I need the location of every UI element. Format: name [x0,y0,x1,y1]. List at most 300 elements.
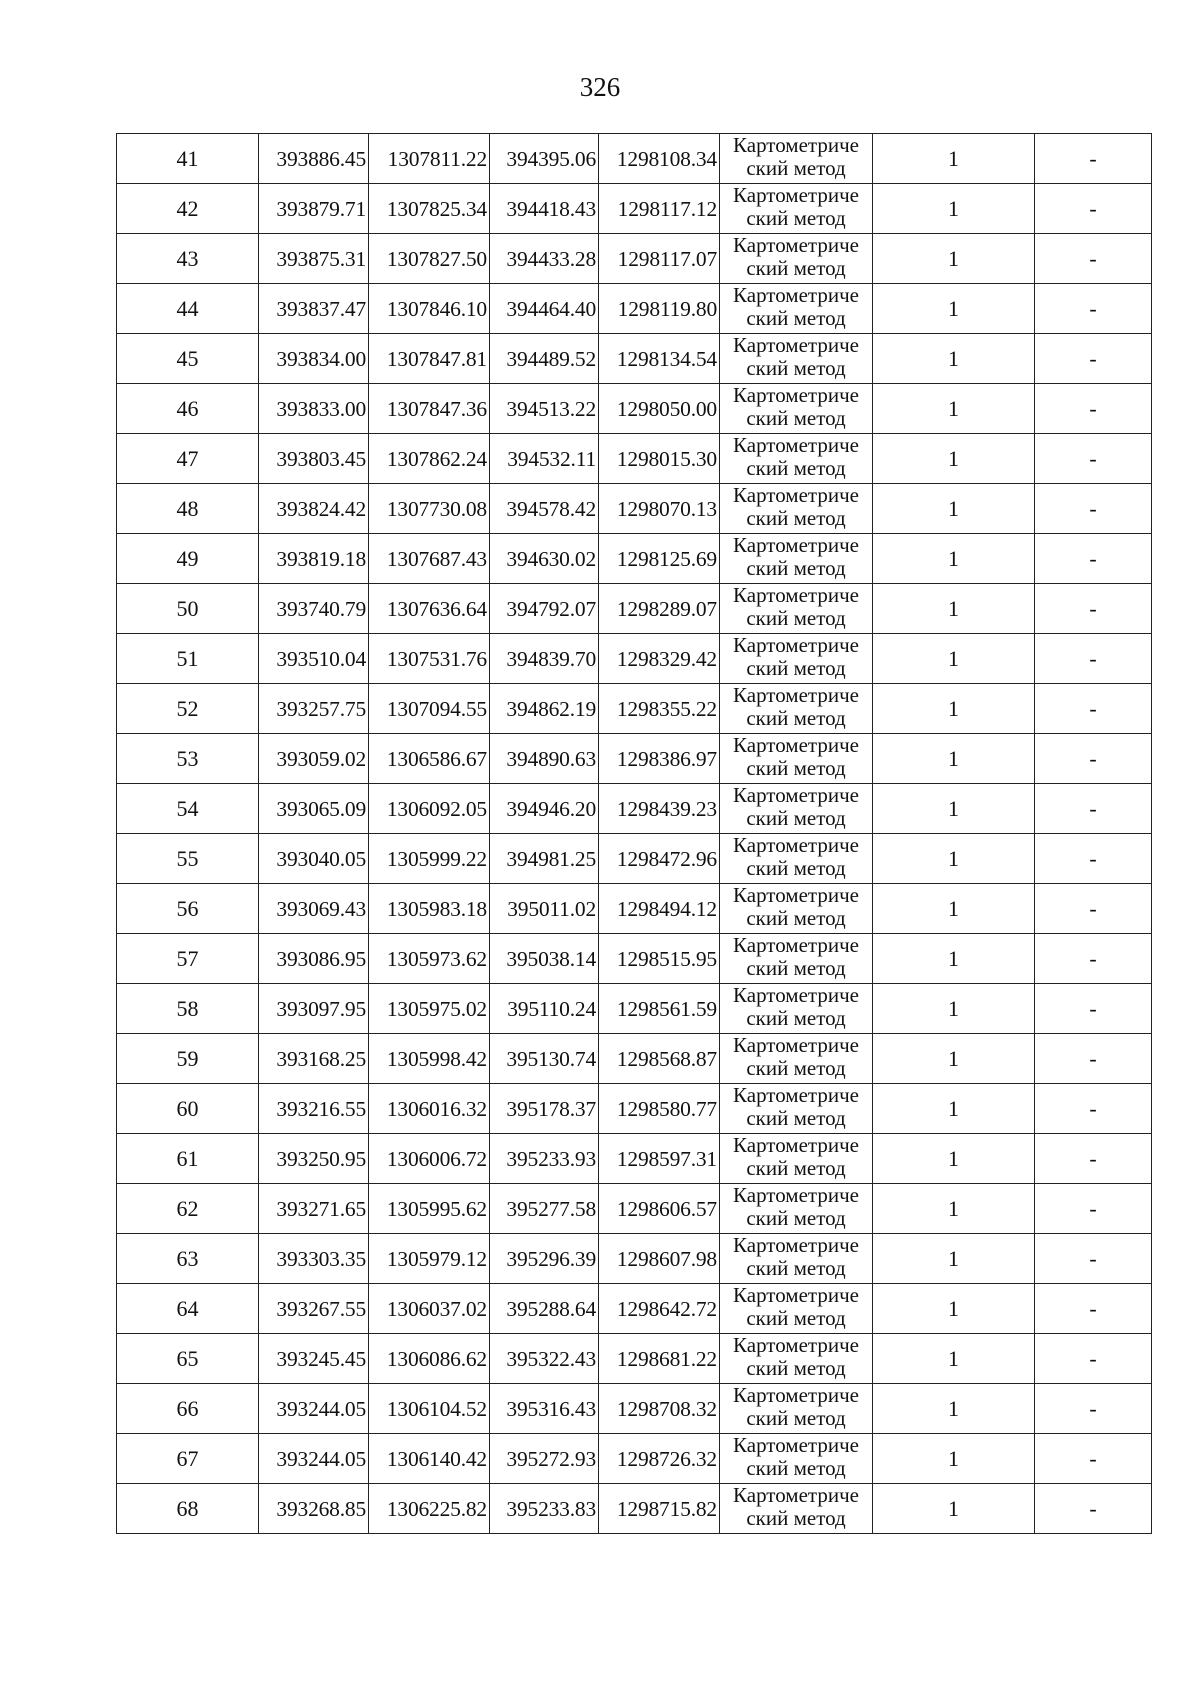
method-line-1: Картометриче [733,1433,859,1457]
y1-coordinate-cell: 1306086.62 [369,1334,490,1384]
table-row [117,634,1152,684]
table-row [117,334,1152,384]
accuracy-cell: 1 [873,334,1035,384]
x2-coordinate-cell: 395110.24 [490,984,599,1034]
y2-coordinate-cell: 1298117.07 [599,234,720,284]
accuracy-cell: 1 [873,1284,1035,1334]
method-cell [720,1084,873,1134]
x1-coordinate-cell: 393267.55 [259,1284,369,1334]
method-line-1: Картометриче [733,933,859,957]
method-cell [720,384,873,434]
point-number-cell: 61 [117,1134,259,1184]
x2-coordinate-cell: 394792.07 [490,584,599,634]
table-row [117,884,1152,934]
x1-coordinate-cell: 393837.47 [259,284,369,334]
x1-coordinate-cell: 393257.75 [259,684,369,734]
point-number-cell: 67 [117,1434,259,1484]
point-number-cell: 51 [117,634,259,684]
point-number-cell: 44 [117,284,259,334]
table-row [117,1084,1152,1134]
method-line-2: ский метод [746,1206,846,1230]
method-line-2: ский метод [746,1256,846,1280]
method-line-1: Картометриче [733,1233,859,1257]
accuracy-cell: 1 [873,634,1035,684]
table-row [117,1284,1152,1334]
y2-coordinate-cell: 1298580.77 [599,1084,720,1134]
note-cell: - [1035,734,1152,784]
x2-coordinate-cell: 395296.39 [490,1234,599,1284]
method-line-2: ский метод [746,606,846,630]
y2-coordinate-cell: 1298607.98 [599,1234,720,1284]
y1-coordinate-cell: 1307811.22 [369,134,490,184]
x2-coordinate-cell: 394433.28 [490,234,599,284]
point-number-cell: 68 [117,1484,259,1534]
x2-coordinate-cell: 394630.02 [490,534,599,584]
note-cell: - [1035,234,1152,284]
method-line-1: Картометриче [733,133,859,157]
method-cell [720,984,873,1034]
y2-coordinate-cell: 1298134.54 [599,334,720,384]
table-row [117,234,1152,284]
method-line-2: ский метод [746,1406,846,1430]
point-number-cell: 41 [117,134,259,184]
note-cell: - [1035,284,1152,334]
note-cell: - [1035,384,1152,434]
y1-coordinate-cell: 1307687.43 [369,534,490,584]
x2-coordinate-cell: 394578.42 [490,484,599,534]
method-line-2: ский метод [746,406,846,430]
note-cell: - [1035,534,1152,584]
note-cell: - [1035,634,1152,684]
method-line-1: Картометриче [733,283,859,307]
point-number-cell: 62 [117,1184,259,1234]
accuracy-cell: 1 [873,534,1035,584]
y1-coordinate-cell: 1305995.62 [369,1184,490,1234]
method-cell [720,1434,873,1484]
y2-coordinate-cell: 1298726.32 [599,1434,720,1484]
y1-coordinate-cell: 1305973.62 [369,934,490,984]
y2-coordinate-cell: 1298708.32 [599,1384,720,1434]
method-cell [720,234,873,284]
point-number-cell: 57 [117,934,259,984]
point-number-cell: 50 [117,584,259,634]
x2-coordinate-cell: 394395.06 [490,134,599,184]
method-cell [720,584,873,634]
y2-coordinate-cell: 1298050.00 [599,384,720,434]
note-cell: - [1035,1084,1152,1134]
x2-coordinate-cell: 395316.43 [490,1384,599,1434]
method-line-2: ский метод [746,1506,846,1530]
point-number-cell: 49 [117,534,259,584]
method-cell [720,134,873,184]
method-line-2: ский метод [746,906,846,930]
method-line-2: ский метод [746,206,846,230]
x2-coordinate-cell: 395011.02 [490,884,599,934]
method-line-2: ский метод [746,1106,846,1130]
point-number-cell: 46 [117,384,259,434]
method-line-1: Картометриче [733,483,859,507]
note-cell: - [1035,584,1152,634]
table-body [117,134,1152,1534]
y1-coordinate-cell: 1305999.22 [369,834,490,884]
table-row [117,534,1152,584]
accuracy-cell: 1 [873,1084,1035,1134]
table-row [117,1234,1152,1284]
method-line-1: Картометриче [733,383,859,407]
x2-coordinate-cell: 395233.93 [490,1134,599,1184]
accuracy-cell: 1 [873,134,1035,184]
method-line-2: ский метод [746,356,846,380]
method-cell [720,634,873,684]
accuracy-cell: 1 [873,984,1035,1034]
x1-coordinate-cell: 393886.45 [259,134,369,184]
method-cell [720,1484,873,1534]
table-row [117,184,1152,234]
x2-coordinate-cell: 394532.11 [490,434,599,484]
method-cell [720,284,873,334]
y1-coordinate-cell: 1306006.72 [369,1134,490,1184]
y2-coordinate-cell: 1298715.82 [599,1484,720,1534]
table-row [117,434,1152,484]
accuracy-cell: 1 [873,734,1035,784]
x2-coordinate-cell: 395288.64 [490,1284,599,1334]
x1-coordinate-cell: 393303.35 [259,1234,369,1284]
accuracy-cell: 1 [873,384,1035,434]
point-number-cell: 43 [117,234,259,284]
accuracy-cell: 1 [873,1334,1035,1384]
x2-coordinate-cell: 394489.52 [490,334,599,384]
y2-coordinate-cell: 1298386.97 [599,734,720,784]
x2-coordinate-cell: 394464.40 [490,284,599,334]
x1-coordinate-cell: 393819.18 [259,534,369,584]
method-line-1: Картометриче [733,833,859,857]
method-cell [720,934,873,984]
accuracy-cell: 1 [873,434,1035,484]
y1-coordinate-cell: 1307847.81 [369,334,490,384]
y1-coordinate-cell: 1306092.05 [369,784,490,834]
y2-coordinate-cell: 1298515.95 [599,934,720,984]
point-number-cell: 64 [117,1284,259,1334]
x2-coordinate-cell: 395178.37 [490,1084,599,1134]
y1-coordinate-cell: 1307730.08 [369,484,490,534]
x1-coordinate-cell: 393824.42 [259,484,369,534]
x2-coordinate-cell: 394862.19 [490,684,599,734]
x2-coordinate-cell: 395277.58 [490,1184,599,1234]
x1-coordinate-cell: 393069.43 [259,884,369,934]
method-line-2: ский метод [746,506,846,530]
table-row [117,384,1152,434]
accuracy-cell: 1 [873,684,1035,734]
method-line-2: ский метод [746,1056,846,1080]
method-cell [720,784,873,834]
note-cell: - [1035,1234,1152,1284]
method-line-2: ский метод [746,1156,846,1180]
method-line-2: ский метод [746,1306,846,1330]
accuracy-cell: 1 [873,284,1035,334]
accuracy-cell: 1 [873,234,1035,284]
accuracy-cell: 1 [873,484,1035,534]
accuracy-cell: 1 [873,584,1035,634]
table-row [117,1034,1152,1084]
x2-coordinate-cell: 394839.70 [490,634,599,684]
table-row [117,1484,1152,1534]
x1-coordinate-cell: 393879.71 [259,184,369,234]
table-row [117,934,1152,984]
note-cell: - [1035,834,1152,884]
x1-coordinate-cell: 393244.05 [259,1434,369,1484]
x2-coordinate-cell: 395233.83 [490,1484,599,1534]
y1-coordinate-cell: 1306586.67 [369,734,490,784]
point-number-cell: 53 [117,734,259,784]
note-cell: - [1035,1134,1152,1184]
table-row [117,1334,1152,1384]
method-line-1: Картометриче [733,533,859,557]
x2-coordinate-cell: 394513.22 [490,384,599,434]
point-number-cell: 65 [117,1334,259,1384]
table-row [117,134,1152,184]
y2-coordinate-cell: 1298015.30 [599,434,720,484]
table-row [117,1384,1152,1434]
method-line-1: Картометриче [733,1283,859,1307]
x1-coordinate-cell: 393740.79 [259,584,369,634]
method-line-2: ский метод [746,856,846,880]
y2-coordinate-cell: 1298070.13 [599,484,720,534]
point-number-cell: 60 [117,1084,259,1134]
y1-coordinate-cell: 1307636.64 [369,584,490,634]
page-number: 326 [579,72,621,102]
y2-coordinate-cell: 1298561.59 [599,984,720,1034]
accuracy-cell: 1 [873,184,1035,234]
y2-coordinate-cell: 1298494.12 [599,884,720,934]
method-cell [720,684,873,734]
y2-coordinate-cell: 1298125.69 [599,534,720,584]
note-cell: - [1035,134,1152,184]
accuracy-cell: 1 [873,1184,1035,1234]
table-row [117,734,1152,784]
x2-coordinate-cell: 394890.63 [490,734,599,784]
point-number-cell: 45 [117,334,259,384]
method-cell [720,1334,873,1384]
method-cell [720,184,873,234]
x1-coordinate-cell: 393086.95 [259,934,369,984]
y1-coordinate-cell: 1306225.82 [369,1484,490,1534]
x1-coordinate-cell: 393250.95 [259,1134,369,1184]
y2-coordinate-cell: 1298117.12 [599,184,720,234]
note-cell: - [1035,434,1152,484]
note-cell: - [1035,884,1152,934]
y1-coordinate-cell: 1307825.34 [369,184,490,234]
x1-coordinate-cell: 393875.31 [259,234,369,284]
method-line-2: ский метод [746,1456,846,1480]
method-cell [720,334,873,384]
method-line-2: ский метод [746,256,846,280]
method-cell [720,484,873,534]
note-cell: - [1035,334,1152,384]
x2-coordinate-cell: 395272.93 [490,1434,599,1484]
accuracy-cell: 1 [873,1484,1035,1534]
method-cell [720,1284,873,1334]
method-line-2: ский метод [746,556,846,580]
method-line-2: ский метод [746,706,846,730]
point-number-cell: 63 [117,1234,259,1284]
method-line-1: Картометриче [733,183,859,207]
point-number-cell: 52 [117,684,259,734]
method-cell [720,734,873,784]
method-cell [720,1384,873,1434]
x1-coordinate-cell: 393803.45 [259,434,369,484]
accuracy-cell: 1 [873,884,1035,934]
y1-coordinate-cell: 1307862.24 [369,434,490,484]
method-line-1: Картометриче [733,683,859,707]
y1-coordinate-cell: 1307094.55 [369,684,490,734]
note-cell: - [1035,184,1152,234]
accuracy-cell: 1 [873,834,1035,884]
method-line-1: Картометриче [733,1483,859,1507]
table-row [117,1184,1152,1234]
method-line-1: Картометриче [733,983,859,1007]
accuracy-cell: 1 [873,934,1035,984]
accuracy-cell: 1 [873,1384,1035,1434]
y1-coordinate-cell: 1305979.12 [369,1234,490,1284]
y2-coordinate-cell: 1298597.31 [599,1134,720,1184]
method-line-1: Картометриче [733,233,859,257]
x1-coordinate-cell: 393244.05 [259,1384,369,1434]
x1-coordinate-cell: 393059.02 [259,734,369,784]
method-cell [720,1134,873,1184]
x2-coordinate-cell: 395038.14 [490,934,599,984]
method-line-2: ский метод [746,456,846,480]
point-number-cell: 56 [117,884,259,934]
note-cell: - [1035,1034,1152,1084]
table-row [117,1434,1152,1484]
y1-coordinate-cell: 1306104.52 [369,1384,490,1434]
method-line-1: Картометриче [733,633,859,657]
note-cell: - [1035,1184,1152,1234]
note-cell: - [1035,484,1152,534]
point-number-cell: 54 [117,784,259,834]
x1-coordinate-cell: 393245.45 [259,1334,369,1384]
method-line-1: Картометриче [733,783,859,807]
method-line-1: Картометриче [733,733,859,757]
table-row [117,984,1152,1034]
y1-coordinate-cell: 1306016.32 [369,1084,490,1134]
y1-coordinate-cell: 1305998.42 [369,1034,490,1084]
method-cell [720,1184,873,1234]
method-line-2: ский метод [746,956,846,980]
method-line-1: Картометриче [733,333,859,357]
x1-coordinate-cell: 393268.85 [259,1484,369,1534]
y1-coordinate-cell: 1305983.18 [369,884,490,934]
y1-coordinate-cell: 1306140.42 [369,1434,490,1484]
note-cell: - [1035,934,1152,984]
y2-coordinate-cell: 1298108.34 [599,134,720,184]
note-cell: - [1035,984,1152,1034]
table-row [117,784,1152,834]
method-line-1: Картометриче [733,1033,859,1057]
method-cell [720,1234,873,1284]
table-row [117,834,1152,884]
method-line-1: Картометриче [733,1083,859,1107]
y2-coordinate-cell: 1298439.23 [599,784,720,834]
x1-coordinate-cell: 393834.00 [259,334,369,384]
y2-coordinate-cell: 1298681.22 [599,1334,720,1384]
note-cell: - [1035,1484,1152,1534]
accuracy-cell: 1 [873,784,1035,834]
point-number-cell: 42 [117,184,259,234]
y2-coordinate-cell: 1298329.42 [599,634,720,684]
y1-coordinate-cell: 1307846.10 [369,284,490,334]
y2-coordinate-cell: 1298606.57 [599,1184,720,1234]
y2-coordinate-cell: 1298642.72 [599,1284,720,1334]
method-line-1: Картометриче [733,1383,859,1407]
y2-coordinate-cell: 1298119.80 [599,284,720,334]
y1-coordinate-cell: 1305975.02 [369,984,490,1034]
y2-coordinate-cell: 1298568.87 [599,1034,720,1084]
x1-coordinate-cell: 393510.04 [259,634,369,684]
note-cell: - [1035,1284,1152,1334]
accuracy-cell: 1 [873,1134,1035,1184]
y1-coordinate-cell: 1307827.50 [369,234,490,284]
y2-coordinate-cell: 1298472.96 [599,834,720,884]
method-line-2: ский метод [746,656,846,680]
method-line-1: Картометриче [733,1133,859,1157]
x2-coordinate-cell: 394946.20 [490,784,599,834]
table-row [117,684,1152,734]
y2-coordinate-cell: 1298289.07 [599,584,720,634]
method-line-2: ский метод [746,1006,846,1030]
method-line-1: Картометриче [733,1333,859,1357]
method-line-1: Картометриче [733,1183,859,1207]
note-cell: - [1035,1434,1152,1484]
x1-coordinate-cell: 393271.65 [259,1184,369,1234]
table-row [117,584,1152,634]
method-line-1: Картометриче [733,433,859,457]
x1-coordinate-cell: 393833.00 [259,384,369,434]
y1-coordinate-cell: 1306037.02 [369,1284,490,1334]
method-cell [720,834,873,884]
table-row [117,284,1152,334]
y1-coordinate-cell: 1307847.36 [369,384,490,434]
accuracy-cell: 1 [873,1434,1035,1484]
note-cell: - [1035,1334,1152,1384]
x2-coordinate-cell: 394981.25 [490,834,599,884]
x1-coordinate-cell: 393097.95 [259,984,369,1034]
method-line-2: ский метод [746,156,846,180]
note-cell: - [1035,1384,1152,1434]
method-line-2: ский метод [746,1356,846,1380]
x1-coordinate-cell: 393168.25 [259,1034,369,1084]
method-cell [720,884,873,934]
coordinates-table [116,133,1152,1534]
x2-coordinate-cell: 395130.74 [490,1034,599,1084]
accuracy-cell: 1 [873,1234,1035,1284]
y1-coordinate-cell: 1307531.76 [369,634,490,684]
note-cell: - [1035,684,1152,734]
method-cell [720,1034,873,1084]
method-line-2: ский метод [746,806,846,830]
point-number-cell: 58 [117,984,259,1034]
x2-coordinate-cell: 394418.43 [490,184,599,234]
table-row [117,1134,1152,1184]
point-number-cell: 66 [117,1384,259,1434]
point-number-cell: 59 [117,1034,259,1084]
y2-coordinate-cell: 1298355.22 [599,684,720,734]
table-row [117,484,1152,534]
x2-coordinate-cell: 395322.43 [490,1334,599,1384]
point-number-cell: 55 [117,834,259,884]
method-line-2: ский метод [746,306,846,330]
x1-coordinate-cell: 393216.55 [259,1084,369,1134]
